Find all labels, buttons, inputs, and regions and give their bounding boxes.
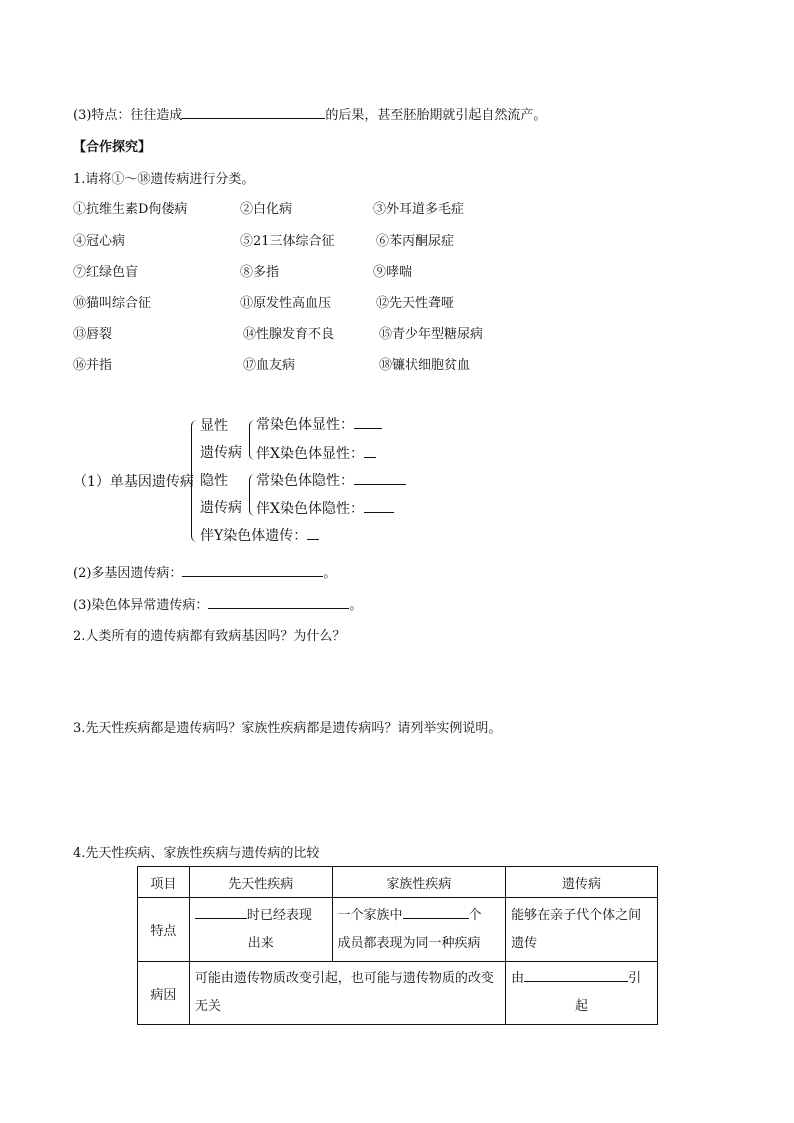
autosomal-recessive [256, 470, 406, 490]
x-recessive-label: 伴X染色体隐性： [256, 501, 364, 517]
single-gene-root: （1）单基因遗传病 [73, 474, 194, 490]
trait-prefix: (3)特点：往往造成 [73, 108, 183, 123]
disease-item: ⑦红绿色盲 [73, 265, 139, 280]
disease-item: ③外耳道多毛症 [373, 202, 465, 217]
row-label-trait: 特点 [138, 898, 190, 962]
disease-item: ⑧多指 [240, 265, 280, 280]
dominant-label-2: 遗传病 [200, 445, 242, 461]
cell-shared-cause: 可能由遗传物质改变引起，也可能与遗传物质的改变无关 [189, 962, 505, 1025]
genetic-cause-a: 由 [511, 971, 525, 986]
familial-text-b: 个 [468, 907, 482, 923]
header-item: 项目 [138, 867, 190, 898]
table-row [138, 962, 658, 1025]
disease-item: ⑱镰状细胞贫血 [379, 358, 471, 373]
disease-item: ④冠心病 [73, 234, 126, 249]
polygenic-line [73, 562, 336, 581]
disease-item: ⑭性腺发育不良 [243, 327, 335, 342]
q3: 3.先天性疾病都是遗传病吗？家族性疾病都是遗传病吗？请列举实例说明。 [73, 721, 502, 736]
congenital-text-b: 出来 [247, 935, 274, 951]
x-recessive-blank[interactable] [364, 500, 394, 513]
disease-item: ⑯并指 [73, 358, 113, 373]
y-linked-blank[interactable] [307, 527, 319, 540]
disease-item: ②白化病 [240, 202, 293, 217]
recessive-label: 隐性 [200, 473, 228, 489]
dominant-label: 显性 [200, 418, 228, 434]
disease-item: ⑥苯丙酮尿症 [376, 234, 455, 249]
disease-item: ⑤21三体综合征 [240, 234, 335, 249]
polygenic-label: (2)多基因遗传病： [73, 566, 183, 581]
trait-blank[interactable] [182, 106, 325, 119]
congenital-text-a: 时已经表现 [246, 907, 312, 923]
header-genetic: 遗传病 [506, 867, 658, 898]
q4: 4.先天性疾病、家族性疾病与遗传病的比较 [73, 846, 320, 861]
dominant-brace [249, 420, 255, 460]
comparison-table [137, 866, 658, 1025]
header-familial: 家族性疾病 [332, 867, 506, 898]
polygenic-blank[interactable] [182, 564, 323, 577]
polygenic-end: 。 [323, 566, 337, 581]
x-dominant-blank[interactable] [364, 445, 376, 458]
genetic-cause-c: 起 [575, 999, 589, 1014]
cell-familial-trait [332, 898, 506, 962]
row-label-cause: 病因 [138, 962, 190, 1025]
disease-item: ⑪原发性高血压 [240, 296, 332, 311]
autosomal-dominant [256, 414, 382, 434]
table-row [138, 898, 658, 962]
familial-text-a: 一个家族中 [337, 907, 403, 923]
y-linked [200, 525, 319, 545]
header-congenital: 先天性疾病 [189, 867, 332, 898]
disease-item: ⑬唇裂 [73, 327, 113, 342]
recessive-brace [249, 474, 255, 516]
disease-item: ⑨哮喘 [373, 265, 413, 280]
cell-genetic-cause [506, 962, 658, 1025]
outer-brace [191, 420, 199, 542]
table-header-row [138, 867, 658, 898]
section-heading: 【合作探究】 [73, 140, 152, 155]
disease-item: ⑫先天性聋哑 [376, 296, 455, 311]
autosomal-recessive-label: 常染色体隐性： [256, 473, 354, 489]
y-linked-label: 伴Y染色体遗传： [200, 528, 308, 544]
familial-text-c: 成员都表现为同一种疾病 [337, 935, 481, 951]
autosomal-recessive-blank[interactable] [354, 472, 406, 485]
trait-line [73, 104, 546, 123]
q2: 2.人类所有的遗传病都有致病基因吗？为什么？ [73, 629, 346, 644]
chromosomal-line [73, 594, 362, 613]
trait-suffix: 的后果，甚至胚胎期就引起自然流产。 [325, 108, 547, 123]
chromosomal-label: (3)染色体异常遗传病： [73, 598, 209, 613]
disease-item: ①抗维生素D佝偻病 [73, 202, 188, 217]
cell-genetic-trait: 能够在亲子代个体之间遗传 [506, 898, 658, 962]
genetic-cause-b: 引 [628, 971, 642, 986]
disease-item: ⑮青少年型糖尿病 [379, 327, 484, 342]
x-dominant [256, 443, 376, 463]
chromosomal-blank[interactable] [208, 596, 349, 609]
genetic-cause-blank[interactable] [524, 969, 628, 982]
disease-item: ⑩猫叫综合征 [73, 296, 152, 311]
x-recessive [256, 498, 394, 518]
q1-title: 1.请将①～⑱遗传病进行分类。 [73, 172, 255, 187]
familial-blank[interactable] [403, 906, 469, 919]
autosomal-dominant-label: 常染色体显性： [256, 417, 354, 433]
chromosomal-end: 。 [349, 598, 363, 613]
disease-item: ⑰血友病 [243, 358, 296, 373]
x-dominant-label: 伴X染色体显性： [256, 446, 364, 462]
congenital-blank[interactable] [195, 906, 247, 919]
recessive-label-2: 遗传病 [200, 500, 242, 516]
autosomal-dominant-blank[interactable] [354, 416, 382, 429]
cell-congenital-trait [189, 898, 332, 962]
